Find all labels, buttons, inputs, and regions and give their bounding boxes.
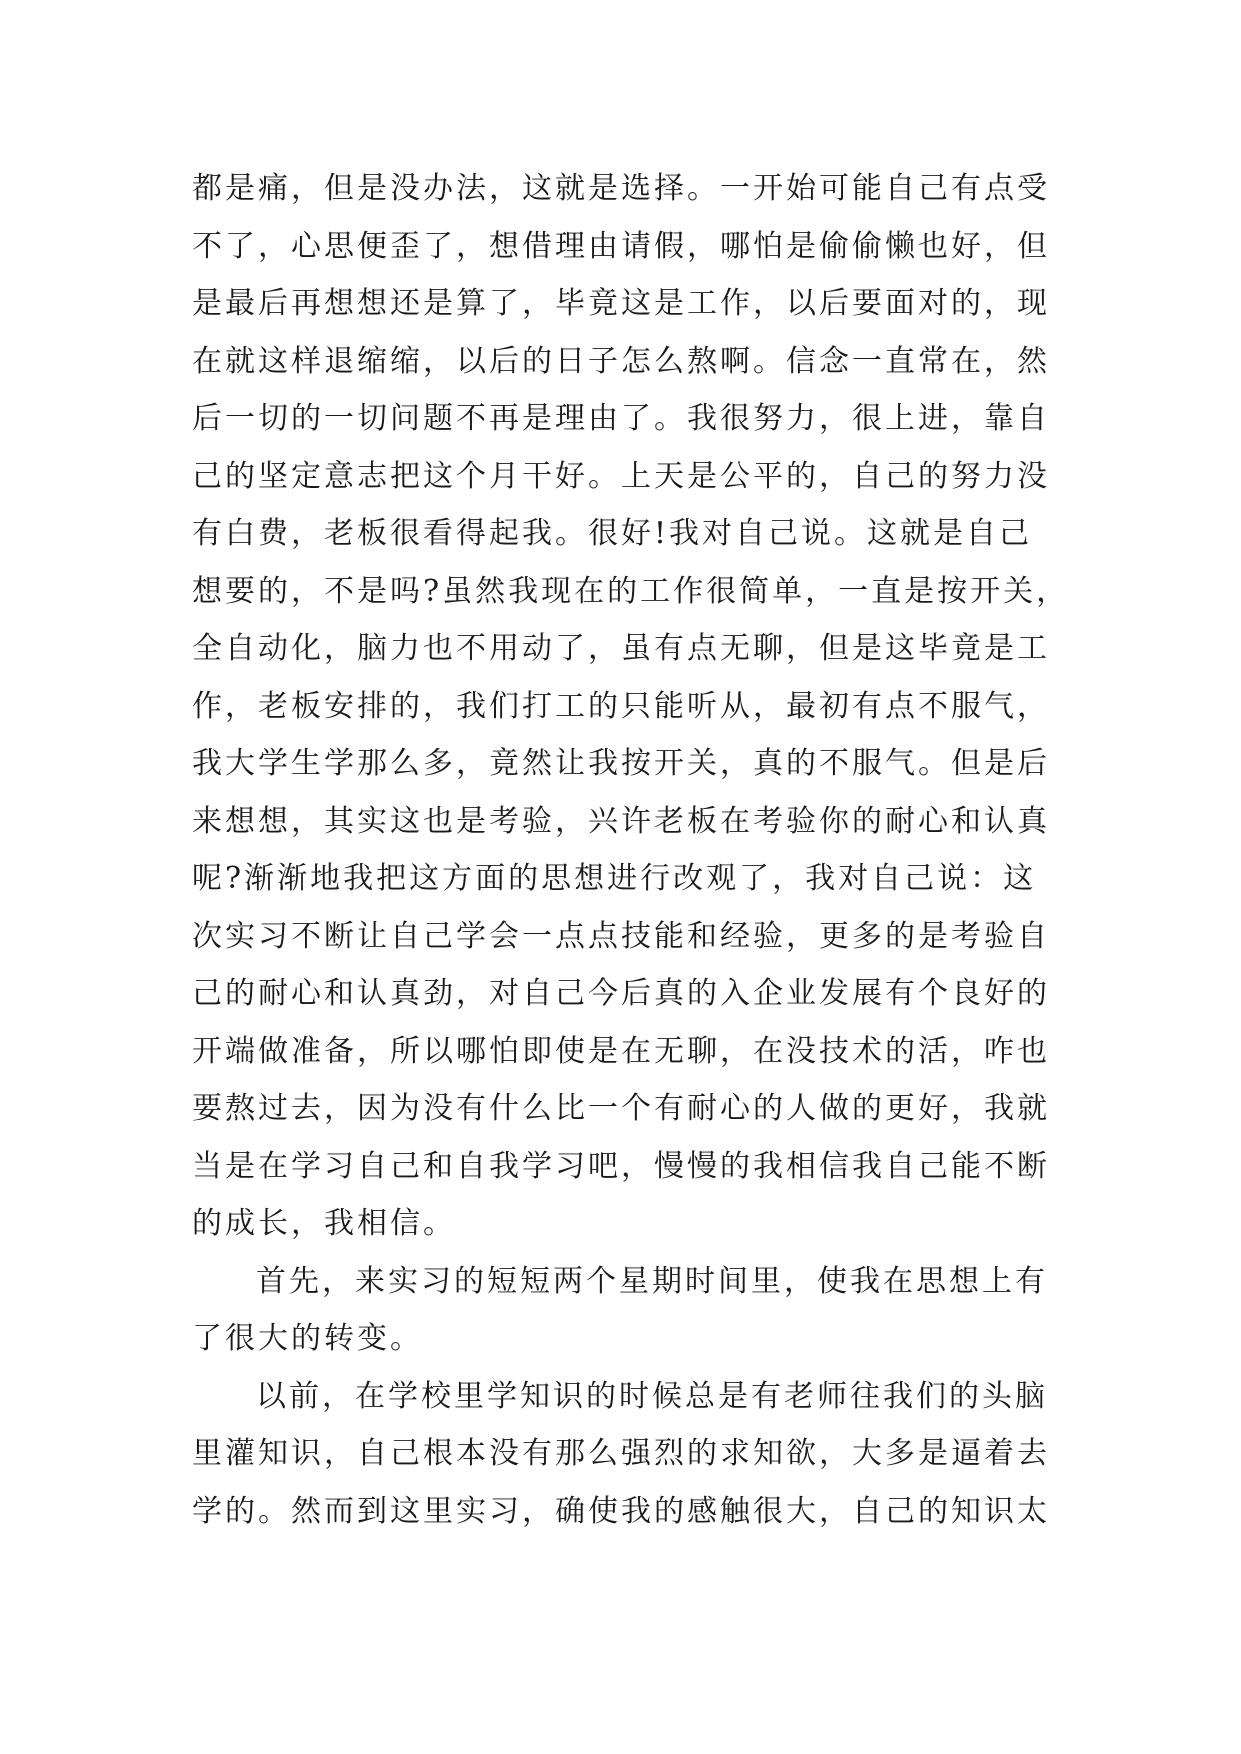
text-line: 了很大的转变。 — [192, 1321, 423, 1356]
text-line: 里灌知识，自己根本没有那么强烈的求知欲，大多是逼着去 — [192, 1436, 1050, 1471]
body-text — [192, 160, 1070, 1540]
text-line: 次实习不断让自己学会一点点技能和经验，更多的是考验自 — [192, 918, 1050, 954]
paragraph-start-line: 以前，在学校里学知识的时候总是有老师往我们的头脑 — [256, 1378, 1048, 1414]
text-line: 在就这样退缩缩，以后的日子怎么熬啊。信念一直常在，然 — [192, 343, 1050, 379]
text-line: 学的。然而到这里实习，确使我的感触很大，自己的知识太 — [192, 1493, 1050, 1529]
text-line: 是最后再想想还是算了，毕竟这是工作，以后要面对的，现 — [192, 286, 1050, 321]
text-line: 都是痛，但是没办法，这就是选择。一开始可能自己有点受 — [192, 171, 1050, 206]
text-line: 不了，心思便歪了，想借理由请假，哪怕是偷偷懒也好，但 — [192, 228, 1050, 264]
text-line: 想要的，不是吗?虽然我现在的工作很简单，一直是按开关， — [192, 573, 1070, 609]
text-line: 全自动化，脑力也不用动了，虽有点无聊，但是这毕竟是工 — [192, 631, 1050, 666]
text-line: 当是在学习自己和自我学习吧，慢慢的我相信我自己能不断 — [192, 1148, 1050, 1184]
text-line: 我大学生学那么多，竟然让我按开关，真的不服气。但是后 — [192, 746, 1050, 781]
text-line: 己的耐心和认真劲，对自己今后真的入企业发展有个良好的 — [192, 976, 1050, 1011]
text-line: 来想想，其实这也是考验，兴许老板在考验你的耐心和认真 — [192, 803, 1050, 839]
text-line: 有白费，老板很看得起我。很好!我对自己说。这就是自己 — [192, 516, 1033, 551]
text-line: 的成长，我相信。 — [192, 1206, 456, 1241]
text-line: 作，老板安排的，我们打工的只能听从，最初有点不服气， — [192, 688, 1050, 724]
text-line: 后一切的一切问题不再是理由了。我很努力，很上进，靠自 — [192, 401, 1050, 436]
text-line: 开端做准备，所以哪怕即使是在无聊，在没技术的活，咋也 — [192, 1033, 1050, 1069]
paragraph-start-line: 首先，来实习的短短两个星期时间里，使我在思想上有 — [256, 1263, 1048, 1299]
text-line: 己的坚定意志把这个月干好。上天是公平的，自己的努力没 — [192, 458, 1050, 494]
text-line: 呢?渐渐地我把这方面的思想进行改观了，我对自己说：这 — [192, 861, 1037, 896]
text-line: 要熬过去，因为没有什么比一个有耐心的人做的更好，我就 — [192, 1091, 1050, 1126]
